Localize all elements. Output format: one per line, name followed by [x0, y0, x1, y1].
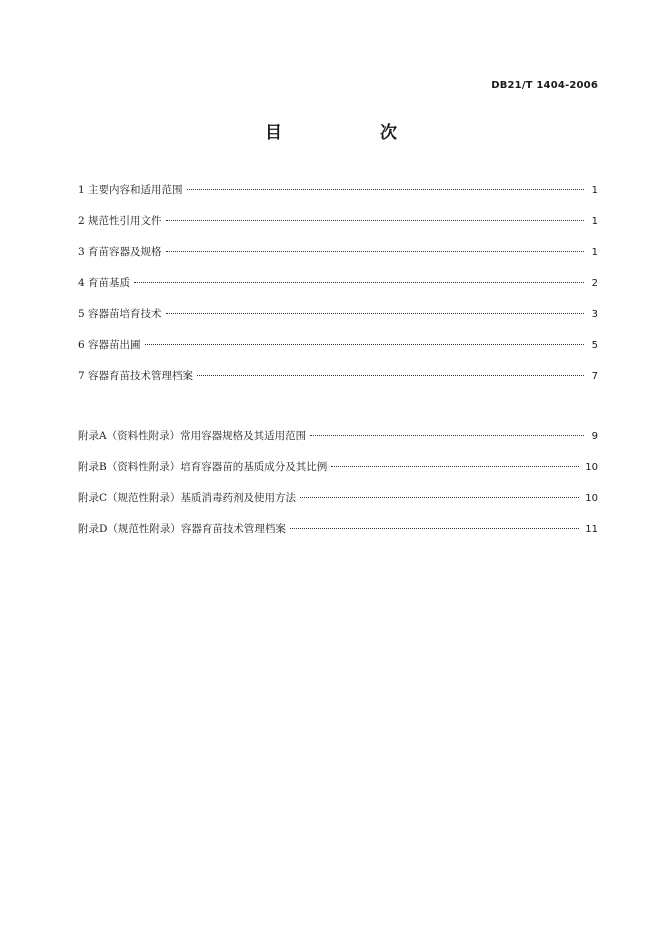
dot-leader	[300, 497, 579, 498]
toc-entry-number: 5	[78, 308, 85, 320]
toc-entry-page: 3	[591, 309, 598, 320]
dot-leader	[145, 344, 584, 345]
dot-leader	[166, 251, 584, 252]
toc-entry-page: 7	[591, 371, 598, 382]
toc-annex-page: 10	[585, 493, 598, 504]
toc-entry-label: 容器苗出圃	[88, 339, 141, 351]
toc-main-list	[78, 183, 598, 400]
toc-entry-label: 育苗容器及规格	[88, 246, 162, 258]
toc-entry-number: 2	[78, 215, 85, 227]
toc-annex-label: 附录C（规范性附录）基质消毒药剂及使用方法	[78, 492, 297, 504]
toc-entry-number: 6	[78, 339, 85, 351]
toc-entry[interactable]	[78, 307, 598, 338]
toc-entry-page: 1	[591, 247, 598, 258]
dot-leader	[134, 282, 584, 283]
dot-leader	[166, 313, 584, 314]
toc-entry-number: 7	[78, 370, 85, 382]
toc-entry[interactable]	[78, 183, 598, 214]
toc-entry[interactable]	[78, 369, 598, 400]
dot-leader	[331, 466, 579, 467]
toc-annex-entry[interactable]	[78, 429, 598, 460]
toc-entry-label: 容器育苗技术管理档案	[88, 370, 194, 382]
toc-annex-label: 附录B（资料性附录）培育容器苗的基质成分及其比例	[78, 461, 328, 473]
toc-entry-page: 2	[591, 278, 598, 289]
toc-annex-label: 附录D（规范性附录）容器育苗技术管理档案	[78, 523, 286, 535]
dot-leader	[166, 220, 584, 221]
toc-entry[interactable]	[78, 338, 598, 369]
toc-annex-page: 10	[585, 462, 598, 473]
dot-leader	[310, 435, 584, 436]
toc-entry-page: 1	[591, 216, 598, 227]
toc-entry-number: 4	[78, 277, 85, 289]
toc-entry-number: 3	[78, 246, 85, 258]
toc-annex-list	[78, 429, 598, 553]
toc-annex-entry[interactable]	[78, 460, 598, 491]
toc-entry-label: 规范性引用文件	[88, 215, 162, 227]
toc-entry[interactable]	[78, 276, 598, 307]
toc-entry-number: 1	[78, 184, 85, 196]
toc-annex-entry[interactable]	[78, 522, 598, 553]
toc-entry-label: 容器苗培育技术	[88, 308, 162, 320]
toc-entry-label: 主要内容和适用范围	[88, 184, 183, 196]
toc-entry-page: 1	[591, 185, 598, 196]
toc-annex-page: 11	[585, 524, 598, 535]
toc-annex-label: 附录A（资料性附录）常用容器规格及其适用范围	[78, 430, 307, 442]
document-code: DB21/T 1404-2006	[491, 80, 598, 91]
toc-entry[interactable]	[78, 214, 598, 245]
dot-leader	[187, 189, 584, 190]
toc-title: 目 次	[265, 123, 443, 143]
dot-leader	[290, 528, 579, 529]
toc-annex-page: 9	[591, 431, 598, 442]
toc-entry[interactable]	[78, 245, 598, 276]
dot-leader	[197, 375, 584, 376]
toc-annex-entry[interactable]	[78, 491, 598, 522]
toc-entry-label: 育苗基质	[88, 277, 131, 289]
toc-entry-page: 5	[591, 340, 598, 351]
